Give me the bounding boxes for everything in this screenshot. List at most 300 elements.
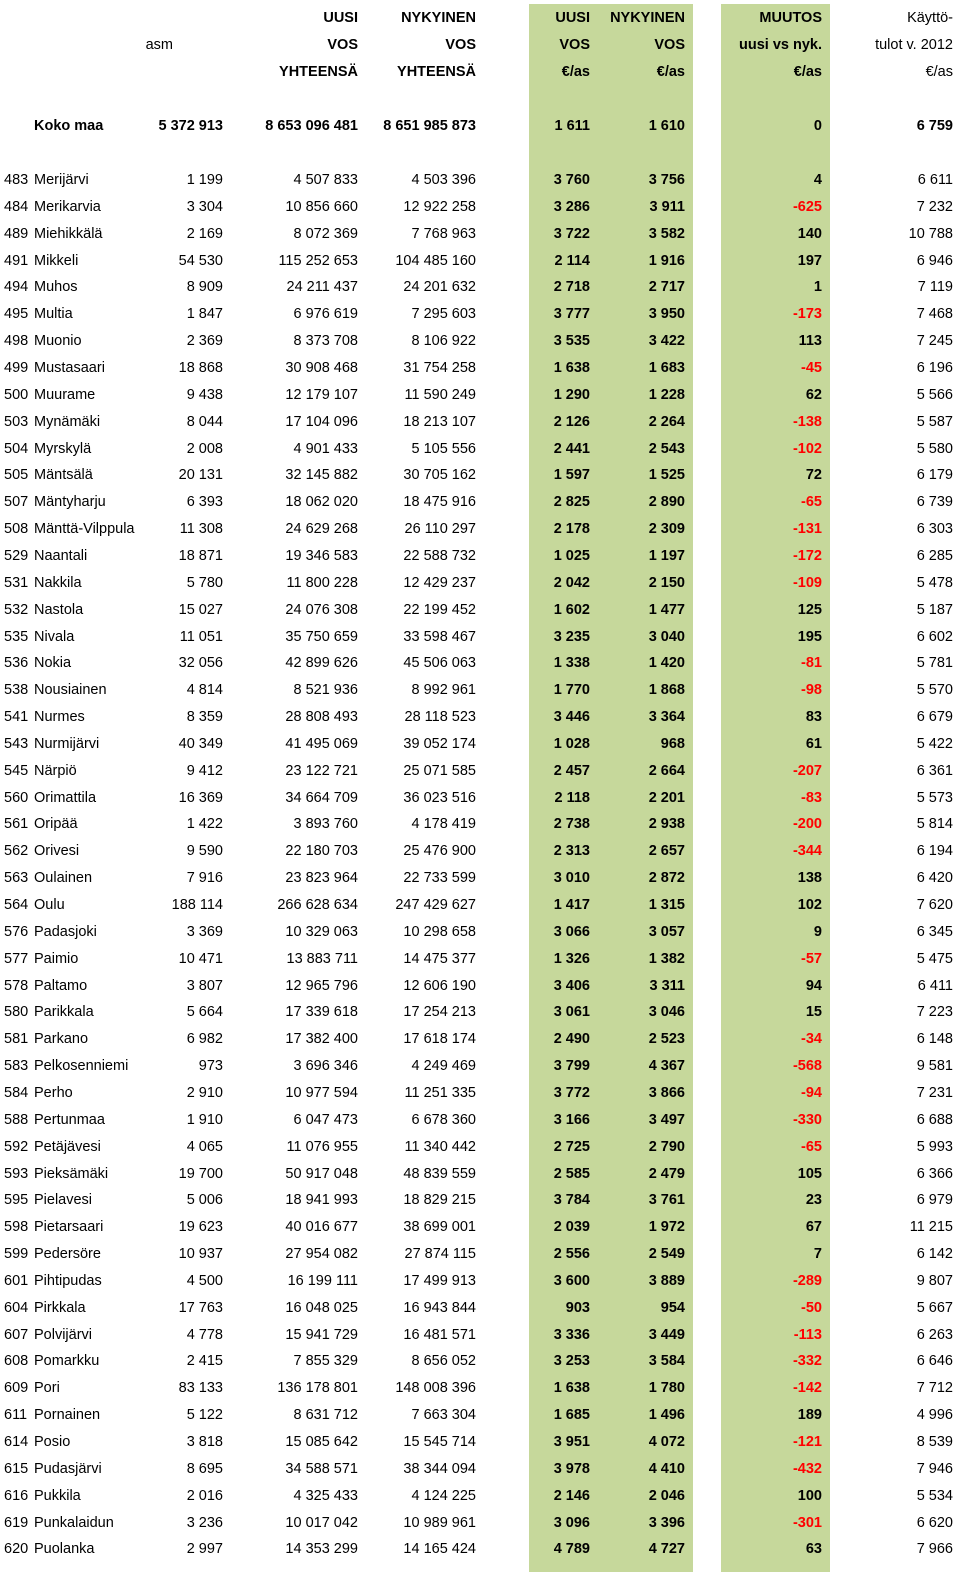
header-income: tulot v. 2012 bbox=[875, 37, 953, 53]
change-per-capita: -330 bbox=[792, 1111, 822, 1128]
municipality-code: 531 bbox=[4, 574, 29, 591]
total-name: Koko maa bbox=[34, 118, 104, 134]
new-total: 136 178 801 bbox=[277, 1380, 358, 1397]
current-total: 45 506 063 bbox=[403, 655, 476, 672]
current-total: 4 249 469 bbox=[411, 1058, 476, 1075]
new-per-capita: 3 446 bbox=[553, 709, 590, 725]
header-income: €/as bbox=[925, 64, 953, 80]
municipality-name: Posio bbox=[34, 1434, 71, 1450]
new-total: 18 941 993 bbox=[285, 1192, 358, 1209]
table-row bbox=[0, 999, 960, 1026]
new-total: 14 353 299 bbox=[285, 1541, 358, 1558]
new-total: 24 211 437 bbox=[286, 279, 358, 296]
new-total: 19 346 583 bbox=[285, 547, 358, 564]
income-per-capita: 5 667 bbox=[916, 1299, 953, 1316]
population: 4 500 bbox=[186, 1272, 223, 1289]
current-per-capita: 1 228 bbox=[648, 386, 685, 403]
current-total: 16 481 571 bbox=[403, 1326, 476, 1343]
municipality-code: 601 bbox=[4, 1272, 29, 1289]
current-per-capita: 3 911 bbox=[649, 198, 685, 215]
table-row bbox=[0, 167, 960, 194]
new-per-capita: 2 441 bbox=[553, 440, 590, 457]
header-population: asm bbox=[145, 37, 173, 53]
current-per-capita: 2 657 bbox=[648, 843, 685, 860]
current-total: 16 943 844 bbox=[403, 1299, 476, 1316]
municipality-code: 505 bbox=[4, 467, 29, 484]
new-per-capita: 3 253 bbox=[553, 1353, 590, 1370]
municipality-code: 561 bbox=[4, 816, 29, 833]
table-row bbox=[0, 1161, 960, 1188]
municipality-code: 593 bbox=[4, 1165, 29, 1182]
municipality-code: 614 bbox=[4, 1434, 29, 1450]
income-per-capita: 6 366 bbox=[916, 1165, 953, 1182]
current-total: 8 656 052 bbox=[411, 1353, 476, 1370]
change-per-capita: -45 bbox=[801, 360, 822, 376]
current-total: 15 545 714 bbox=[403, 1434, 476, 1450]
municipality-code: 584 bbox=[4, 1084, 29, 1101]
change-per-capita: 63 bbox=[805, 1541, 822, 1558]
current-per-capita: 3 761 bbox=[648, 1192, 685, 1209]
municipality-code: 583 bbox=[4, 1058, 29, 1075]
header-new-per-capita: UUSI bbox=[555, 10, 590, 26]
new-per-capita: 2 725 bbox=[553, 1138, 590, 1155]
income-per-capita: 8 539 bbox=[916, 1434, 953, 1450]
new-per-capita: 2 457 bbox=[553, 762, 590, 779]
change-per-capita: 61 bbox=[805, 735, 822, 752]
table-row bbox=[0, 355, 960, 382]
current-per-capita: 2 790 bbox=[648, 1138, 685, 1155]
current-per-capita: 1 780 bbox=[648, 1380, 685, 1397]
new-per-capita: 903 bbox=[565, 1299, 590, 1316]
new-per-capita: 2 042 bbox=[553, 574, 590, 591]
current-per-capita: 2 717 bbox=[648, 279, 685, 296]
municipality-name: Nastola bbox=[34, 601, 84, 618]
population: 5 122 bbox=[186, 1407, 223, 1424]
change-per-capita: 23 bbox=[805, 1192, 822, 1209]
municipality-name: Puolanka bbox=[34, 1541, 95, 1558]
header-change: €/as bbox=[793, 64, 822, 80]
change-per-capita: 102 bbox=[797, 897, 822, 913]
current-total: 10 298 658 bbox=[403, 923, 476, 940]
municipality-name: Pietarsaari bbox=[34, 1219, 104, 1236]
municipality-code: 619 bbox=[4, 1514, 29, 1531]
population: 1 910 bbox=[186, 1111, 223, 1128]
change-per-capita: 197 bbox=[797, 252, 822, 269]
municipality-code: 500 bbox=[4, 386, 29, 403]
change-per-capita: 4 bbox=[813, 172, 822, 188]
population: 7 916 bbox=[186, 870, 223, 887]
municipality-name: Nurmes bbox=[34, 709, 85, 725]
table-row bbox=[0, 677, 960, 704]
municipality-code: 599 bbox=[4, 1246, 29, 1262]
header-current-per-capita: VOS bbox=[654, 37, 685, 53]
new-total: 8 072 369 bbox=[293, 225, 358, 242]
current-per-capita: 3 040 bbox=[648, 628, 685, 645]
table-row bbox=[0, 1375, 960, 1402]
municipality-name: Oulainen bbox=[34, 870, 93, 887]
current-total: 25 071 585 bbox=[403, 762, 476, 779]
current-per-capita: 2 890 bbox=[648, 494, 685, 511]
municipality-name: Punkalaidun bbox=[34, 1514, 114, 1531]
current-total: 11 340 442 bbox=[404, 1138, 476, 1155]
current-total: 8 992 961 bbox=[411, 682, 476, 699]
change-per-capita: 15 bbox=[805, 1004, 822, 1021]
income-per-capita: 7 966 bbox=[916, 1541, 953, 1558]
new-total: 11 076 955 bbox=[286, 1138, 358, 1155]
change-per-capita: -65 bbox=[801, 1138, 822, 1155]
total-change: 0 bbox=[813, 118, 822, 134]
new-per-capita: 2 738 bbox=[553, 816, 590, 833]
current-per-capita: 4 727 bbox=[648, 1541, 685, 1558]
current-total: 31 754 258 bbox=[403, 360, 476, 376]
current-per-capita: 2 872 bbox=[648, 870, 685, 887]
current-total: 12 606 190 bbox=[403, 977, 476, 994]
municipality-code: 563 bbox=[4, 870, 29, 887]
table-row bbox=[0, 1322, 960, 1349]
municipality-name: Nurmijärvi bbox=[34, 735, 100, 752]
population: 4 814 bbox=[186, 682, 223, 699]
table-row bbox=[0, 650, 960, 677]
change-per-capita: -121 bbox=[792, 1434, 822, 1450]
header-new-total: VOS bbox=[327, 37, 358, 53]
population: 3 369 bbox=[186, 923, 223, 940]
change-per-capita: -172 bbox=[792, 547, 822, 564]
current-total: 26 110 297 bbox=[404, 521, 476, 537]
current-per-capita: 2 264 bbox=[648, 413, 685, 430]
current-per-capita: 2 523 bbox=[648, 1031, 685, 1048]
municipality-code: 577 bbox=[4, 950, 29, 967]
header-current-per-capita: €/as bbox=[656, 64, 685, 80]
new-total: 34 664 709 bbox=[285, 789, 358, 806]
header-new-total: UUSI bbox=[323, 10, 358, 26]
income-per-capita: 7 468 bbox=[916, 306, 953, 323]
header-new-per-capita: VOS bbox=[559, 37, 590, 53]
new-total: 24 629 268 bbox=[285, 521, 358, 537]
table-row bbox=[0, 382, 960, 409]
municipality-code: 507 bbox=[4, 494, 29, 511]
current-total: 18 829 215 bbox=[403, 1192, 476, 1209]
municipality-code: 498 bbox=[4, 333, 29, 350]
change-per-capita: -109 bbox=[792, 574, 822, 591]
municipality-code: 560 bbox=[4, 789, 29, 806]
new-per-capita: 2 825 bbox=[553, 494, 590, 511]
change-per-capita: 67 bbox=[805, 1219, 822, 1236]
new-total: 22 180 703 bbox=[285, 843, 358, 860]
municipality-name: Muhos bbox=[34, 279, 78, 296]
change-per-capita: 189 bbox=[797, 1407, 822, 1424]
new-per-capita: 3 722 bbox=[553, 225, 590, 242]
income-per-capita: 6 979 bbox=[916, 1192, 953, 1209]
income-per-capita: 6 142 bbox=[916, 1246, 953, 1262]
current-total: 14 165 424 bbox=[403, 1541, 476, 1558]
income-per-capita: 5 573 bbox=[916, 789, 953, 806]
new-per-capita: 2 585 bbox=[553, 1165, 590, 1182]
income-per-capita: 6 148 bbox=[916, 1031, 953, 1048]
new-total: 17 382 400 bbox=[285, 1031, 358, 1048]
income-per-capita: 6 620 bbox=[916, 1514, 953, 1531]
current-per-capita: 3 497 bbox=[648, 1111, 685, 1128]
new-total: 4 325 433 bbox=[293, 1487, 358, 1504]
municipality-code: 538 bbox=[4, 682, 29, 699]
population: 8 695 bbox=[186, 1460, 223, 1477]
municipality-code: 535 bbox=[4, 628, 29, 645]
change-per-capita: 9 bbox=[813, 923, 822, 940]
change-per-capita: 1 bbox=[813, 279, 822, 296]
municipality-name: Nakkila bbox=[34, 574, 82, 591]
change-per-capita: -200 bbox=[792, 816, 822, 833]
total-income: 6 759 bbox=[916, 118, 953, 134]
income-per-capita: 6 263 bbox=[916, 1326, 953, 1343]
table-row bbox=[0, 597, 960, 624]
current-per-capita: 3 422 bbox=[648, 333, 685, 350]
total-population: 5 372 913 bbox=[158, 118, 223, 134]
new-total: 3 696 346 bbox=[293, 1058, 358, 1075]
population: 3 807 bbox=[186, 977, 223, 994]
change-per-capita: 138 bbox=[797, 870, 822, 887]
new-per-capita: 2 490 bbox=[553, 1031, 590, 1048]
income-per-capita: 10 788 bbox=[908, 225, 953, 242]
table-row bbox=[0, 570, 960, 597]
current-total: 48 839 559 bbox=[403, 1165, 476, 1182]
municipality-name: Paltamo bbox=[34, 977, 88, 994]
municipality-name: Pukkila bbox=[34, 1487, 81, 1504]
new-total: 30 908 468 bbox=[285, 360, 358, 376]
municipality-name: Multia bbox=[34, 306, 73, 323]
income-per-capita: 6 179 bbox=[916, 467, 953, 484]
current-per-capita: 4 367 bbox=[648, 1058, 685, 1075]
total-new-total: 8 653 096 481 bbox=[265, 118, 358, 134]
municipality-code: 491 bbox=[4, 252, 29, 269]
population: 4 065 bbox=[186, 1138, 223, 1155]
income-per-capita: 6 420 bbox=[916, 870, 953, 887]
new-total: 10 017 042 bbox=[285, 1514, 358, 1531]
new-per-capita: 3 784 bbox=[553, 1192, 590, 1209]
income-per-capita: 7 231 bbox=[916, 1084, 953, 1101]
table-row bbox=[0, 543, 960, 570]
current-per-capita: 3 584 bbox=[648, 1353, 685, 1370]
population: 3 304 bbox=[186, 198, 223, 215]
new-total: 10 329 063 bbox=[285, 923, 358, 940]
municipality-code: 607 bbox=[4, 1326, 29, 1343]
municipality-name: Närpiö bbox=[34, 762, 77, 779]
current-total: 7 663 304 bbox=[411, 1407, 476, 1424]
table-row bbox=[0, 1429, 960, 1456]
new-per-capita: 3 777 bbox=[553, 306, 590, 323]
municipality-code: 598 bbox=[4, 1219, 29, 1236]
header-row-2 bbox=[0, 32, 960, 59]
new-per-capita: 3 760 bbox=[553, 172, 590, 188]
income-per-capita: 6 345 bbox=[916, 923, 953, 940]
municipality-name: Pori bbox=[34, 1380, 60, 1397]
population: 10 937 bbox=[178, 1246, 223, 1262]
population: 3 818 bbox=[186, 1434, 223, 1450]
new-per-capita: 3 235 bbox=[553, 628, 590, 645]
table-row bbox=[0, 811, 960, 838]
table-row bbox=[0, 624, 960, 651]
municipality-code: 588 bbox=[4, 1111, 29, 1128]
current-per-capita: 3 311 bbox=[649, 977, 685, 994]
municipality-name: Pedersöre bbox=[34, 1246, 101, 1262]
current-total: 14 475 377 bbox=[403, 950, 476, 967]
new-per-capita: 1 602 bbox=[553, 601, 590, 618]
new-per-capita: 2 118 bbox=[554, 789, 590, 806]
population: 11 308 bbox=[179, 521, 223, 537]
municipality-name: Oripää bbox=[34, 816, 78, 833]
population: 5 780 bbox=[186, 574, 223, 591]
current-total: 148 008 396 bbox=[395, 1380, 476, 1397]
municipality-code: 615 bbox=[4, 1460, 29, 1477]
current-total: 5 105 556 bbox=[411, 440, 476, 457]
population: 2 008 bbox=[186, 440, 223, 457]
current-per-capita: 1 496 bbox=[648, 1407, 685, 1424]
income-per-capita: 5 422 bbox=[916, 735, 953, 752]
municipality-code: 562 bbox=[4, 843, 29, 860]
current-total: 25 476 900 bbox=[403, 843, 476, 860]
municipality-name: Pieksämäki bbox=[34, 1165, 109, 1182]
population: 2 369 bbox=[186, 333, 223, 350]
change-per-capita: 140 bbox=[797, 225, 822, 242]
municipality-code: 494 bbox=[4, 279, 29, 296]
population: 4 778 bbox=[186, 1326, 223, 1343]
income-per-capita: 6 303 bbox=[916, 521, 953, 537]
municipality-code: 541 bbox=[4, 709, 29, 725]
new-per-capita: 1 685 bbox=[553, 1407, 590, 1424]
municipality-name: Pomarkku bbox=[34, 1353, 100, 1370]
change-per-capita: -98 bbox=[801, 682, 822, 699]
income-per-capita: 6 361 bbox=[916, 762, 953, 779]
municipality-code: 608 bbox=[4, 1353, 29, 1370]
income-per-capita: 5 187 bbox=[916, 601, 953, 618]
current-per-capita: 2 938 bbox=[648, 816, 685, 833]
header-income: Käyttö- bbox=[907, 10, 953, 26]
current-per-capita: 1 197 bbox=[648, 547, 685, 564]
new-per-capita: 4 789 bbox=[553, 1541, 590, 1558]
municipality-code: 580 bbox=[4, 1004, 29, 1021]
header-change: MUUTOS bbox=[759, 10, 822, 26]
change-per-capita: -568 bbox=[792, 1058, 822, 1075]
population: 8 044 bbox=[186, 413, 223, 430]
municipality-code: 495 bbox=[4, 306, 29, 323]
municipality-name: Perho bbox=[34, 1084, 73, 1101]
municipality-code: 504 bbox=[4, 440, 29, 457]
new-total: 6 976 619 bbox=[293, 306, 358, 323]
municipality-name: Mänttä-Vilppula bbox=[34, 521, 135, 537]
total-current-per-capita: 1 610 bbox=[648, 118, 685, 134]
population: 2 169 bbox=[186, 225, 223, 242]
municipality-code: 611 bbox=[4, 1407, 28, 1424]
new-total: 27 954 082 bbox=[285, 1246, 358, 1262]
new-total: 23 122 721 bbox=[285, 762, 358, 779]
table-row bbox=[0, 274, 960, 301]
new-total: 8 631 712 bbox=[293, 1407, 358, 1424]
new-total: 24 076 308 bbox=[285, 601, 358, 618]
current-per-capita: 4 072 bbox=[648, 1434, 685, 1450]
table-row bbox=[0, 1348, 960, 1375]
income-per-capita: 9 581 bbox=[916, 1058, 953, 1075]
new-per-capita: 3 061 bbox=[553, 1004, 590, 1021]
current-total: 12 922 258 bbox=[403, 198, 476, 215]
municipality-code: 609 bbox=[4, 1380, 29, 1397]
table-row bbox=[0, 1536, 960, 1563]
current-total: 17 254 213 bbox=[403, 1004, 476, 1021]
new-per-capita: 1 638 bbox=[553, 1380, 590, 1397]
current-total: 11 251 335 bbox=[404, 1084, 476, 1101]
new-per-capita: 2 178 bbox=[553, 521, 590, 537]
new-total: 17 339 618 bbox=[285, 1004, 358, 1021]
new-total: 6 047 473 bbox=[293, 1111, 358, 1128]
income-per-capita: 11 215 bbox=[909, 1219, 953, 1236]
population: 3 236 bbox=[186, 1514, 223, 1531]
new-total: 10 977 594 bbox=[285, 1084, 358, 1101]
population: 2 997 bbox=[186, 1541, 223, 1558]
change-per-capita: 195 bbox=[797, 628, 822, 645]
change-per-capita: -142 bbox=[792, 1380, 822, 1397]
current-total: 22 199 452 bbox=[403, 601, 476, 618]
municipality-code: 592 bbox=[4, 1138, 29, 1155]
change-per-capita: -173 bbox=[792, 306, 822, 323]
income-per-capita: 6 611 bbox=[917, 172, 953, 188]
header-row-1 bbox=[0, 5, 960, 32]
current-per-capita: 1 683 bbox=[648, 360, 685, 376]
population: 2 016 bbox=[186, 1487, 223, 1504]
new-per-capita: 2 146 bbox=[553, 1487, 590, 1504]
population: 5 664 bbox=[186, 1004, 223, 1021]
header-new-total: YHTEENSÄ bbox=[279, 64, 358, 80]
population: 2 910 bbox=[186, 1084, 223, 1101]
new-total: 15 085 642 bbox=[285, 1434, 358, 1450]
new-total: 4 901 433 bbox=[293, 440, 358, 457]
new-total: 16 048 025 bbox=[285, 1299, 358, 1316]
current-per-capita: 2 479 bbox=[648, 1165, 685, 1182]
new-per-capita: 1 638 bbox=[553, 360, 590, 376]
current-per-capita: 2 046 bbox=[648, 1487, 685, 1504]
table-row bbox=[0, 1456, 960, 1483]
new-total: 266 628 634 bbox=[277, 897, 358, 913]
municipality-name: Parikkala bbox=[34, 1004, 94, 1021]
municipality-name: Mikkeli bbox=[34, 252, 79, 269]
current-per-capita: 2 543 bbox=[648, 440, 685, 457]
current-per-capita: 1 477 bbox=[648, 601, 685, 618]
population: 40 349 bbox=[178, 735, 223, 752]
header-change: uusi vs nyk. bbox=[738, 37, 822, 53]
income-per-capita: 5 478 bbox=[916, 574, 953, 591]
income-per-capita: 6 679 bbox=[916, 709, 953, 725]
current-per-capita: 2 150 bbox=[648, 574, 685, 591]
new-total: 42 899 626 bbox=[285, 655, 358, 672]
municipality-name: Merijärvi bbox=[34, 172, 89, 188]
new-total: 10 856 660 bbox=[285, 198, 358, 215]
population: 9 438 bbox=[186, 386, 223, 403]
population: 20 131 bbox=[178, 467, 223, 484]
current-total: 30 705 162 bbox=[403, 467, 476, 484]
header-current-per-capita: NYKYINEN bbox=[610, 10, 685, 26]
income-per-capita: 5 993 bbox=[916, 1138, 953, 1155]
new-total: 3 893 760 bbox=[293, 816, 358, 833]
current-per-capita: 3 866 bbox=[648, 1084, 685, 1101]
income-per-capita: 9 807 bbox=[916, 1272, 953, 1289]
change-per-capita: 62 bbox=[805, 386, 822, 403]
table-row bbox=[0, 1241, 960, 1268]
current-per-capita: 3 889 bbox=[648, 1272, 685, 1289]
current-total: 27 874 115 bbox=[404, 1246, 476, 1262]
change-per-capita: -83 bbox=[801, 789, 822, 806]
table-row bbox=[0, 704, 960, 731]
current-total: 104 485 160 bbox=[395, 252, 476, 269]
municipality-name: Paimio bbox=[34, 950, 79, 967]
current-total: 38 699 001 bbox=[403, 1219, 476, 1236]
municipality-code: 483 bbox=[4, 172, 29, 188]
municipality-name: Pelkosenniemi bbox=[34, 1058, 129, 1075]
